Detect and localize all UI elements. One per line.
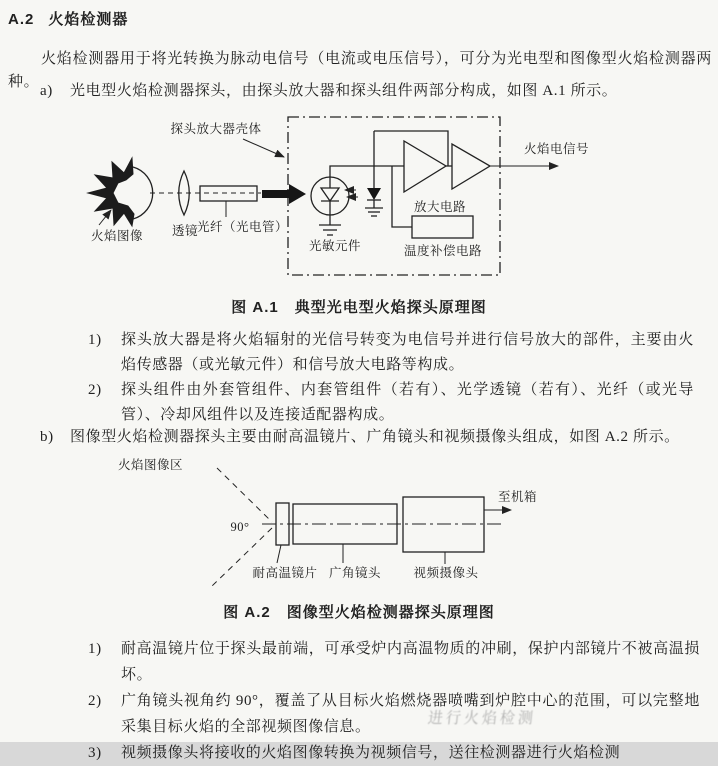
temp-comp-box — [412, 216, 473, 238]
camera-label: 视频摄像头 — [413, 566, 479, 580]
item-marker: 2) — [88, 382, 102, 398]
item-marker: 3) — [88, 745, 102, 761]
photodiode-icon — [311, 177, 349, 235]
amplifier-triangle-2 — [452, 144, 490, 189]
compensation-diode-icon — [365, 131, 383, 216]
numbered-item — [88, 688, 700, 740]
item-text: 探头放大器是将火焰辐射的光信号转变为电信号并进行信号放大的部件，主要由火焰传感器（或光敏元件）和信号放大电路等构成。 — [121, 332, 694, 373]
flame-pointer-arrow — [99, 210, 111, 225]
to-cabinet-label: 至机箱 — [498, 490, 538, 504]
numbered-list-2 — [88, 636, 700, 766]
output-signal-label: 火焰电信号 — [524, 142, 590, 156]
lens-label: 透镜 — [171, 224, 199, 238]
flame-icon — [88, 158, 153, 226]
item-a-marker: a) — [40, 83, 53, 99]
item-text: 耐高温镜片位于探头最前端，可承受炉内高温物质的冲刷，保护内部镜片不被高温损坏。 — [121, 641, 700, 683]
photosensor-label: 光敏元件 — [308, 239, 362, 253]
figure-a2-caption: 图 A.2 图像型火焰检测器探头原理图 — [223, 604, 495, 621]
item-marker: 1) — [88, 332, 102, 348]
intro-paragraph: 火焰检测器用于将光转换为脉动电信号（电流或电压信号），可分为光电型和图像型火焰检测器两种。 — [8, 51, 712, 90]
item-text: 广角镜头视角约 90°，覆盖了从目标火焰燃烧器喷嘴到炉腔中心的范围，可以完整地采集目标火焰的全部视频图像信息。 — [121, 693, 700, 735]
temp-comp-label: 温度补偿电路 — [403, 244, 483, 258]
angle-label: 90° — [230, 520, 250, 534]
numbered-list-1 — [88, 328, 694, 428]
housing-label: 探头放大器壳体 — [170, 122, 262, 136]
section-title: 火焰检测器 — [48, 11, 129, 28]
section-heading — [8, 8, 128, 29]
item-b-marker: b) — [40, 429, 54, 445]
housing-leader-arrow — [243, 139, 284, 157]
light-input-arrow — [262, 184, 306, 204]
item-a-text: 光电型火焰检测器探头，由探头放大器和探头组件两部分构成，如图 A.1 所示。 — [70, 83, 618, 99]
numbered-item — [88, 740, 700, 766]
numbered-item — [88, 636, 700, 688]
amplifier-label: 放大电路 — [413, 200, 467, 214]
item-marker: 2) — [88, 693, 102, 709]
fiber-label: 光纤（光电管） — [197, 220, 289, 234]
numbered-item — [88, 378, 694, 428]
wide-lens-label: 广角镜头 — [328, 566, 382, 580]
flame-zone-label: 火焰图像区 — [118, 458, 184, 472]
fov-ray-upper — [217, 468, 272, 522]
list-item-b — [40, 426, 710, 449]
amplifier-triangle-1 — [404, 141, 446, 192]
figure-a2-diagram — [0, 452, 718, 600]
section-number: A.2 — [8, 11, 35, 28]
figure-a1-caption: 图 A.1 典型光电型火焰探头原理图 — [231, 299, 487, 316]
flame-image-label: 火焰图像 — [91, 229, 144, 243]
scan-watermark: 进行火焰检测 — [427, 711, 537, 727]
ht-lens-label: 耐高温镜片 — [252, 566, 318, 580]
list-item-a — [40, 80, 690, 103]
item-text: 视频摄像头将接收的火焰图像转换为视频信号，送往检测器进行火焰检测 — [121, 745, 621, 761]
ht-lens-leader — [277, 545, 281, 563]
item-b-text: 图像型火焰检测器探头主要由耐高温镜片、广角镜头和视频摄像头组成，如图 A.2 所示。 — [70, 429, 680, 445]
numbered-item — [88, 328, 694, 378]
item-text: 探头组件由外套管组件、内套管组件（若有）、光学透镜（若有）、光纤（或光导管）、冷却风组件以及连接适配器构成。 — [121, 382, 694, 423]
figure-a1-diagram — [0, 104, 718, 294]
item-marker: 1) — [88, 641, 102, 657]
